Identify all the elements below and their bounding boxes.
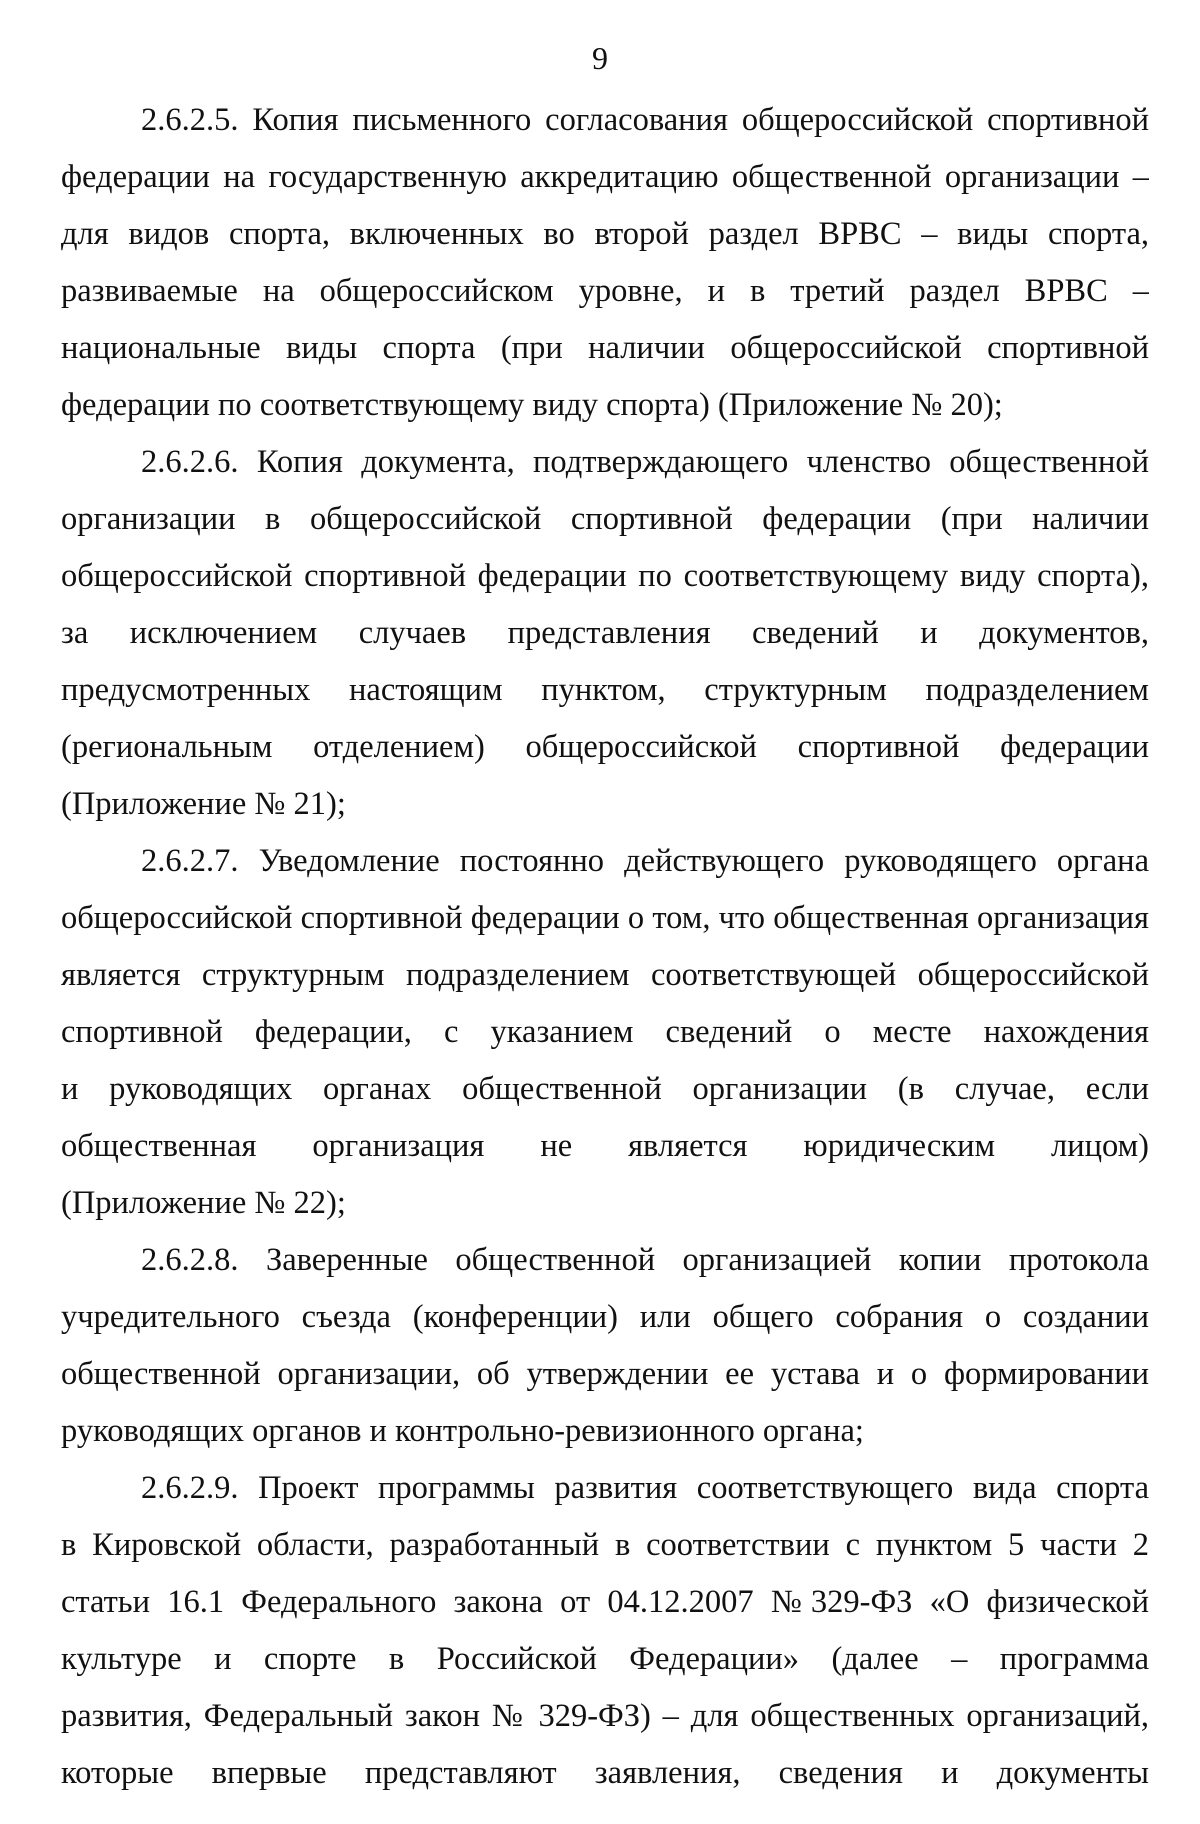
paragraph-2-6-2-6 — [61, 434, 1149, 833]
text-line: общественной организации, об утверждении ее устава и о формировании — [61, 1356, 1149, 1392]
text-line: 2.6.2.5. Копия письменного согласования общероссийской спортивной — [141, 102, 1149, 138]
text-line: организации в общероссийской спортивной федерации (при наличии — [61, 501, 1149, 537]
text-line: предусмотренных настоящим пунктом, структурным подразделением — [61, 672, 1149, 708]
text-line: развития, Федеральный закон № 329-ФЗ) – для общественных организаций, — [61, 1698, 1149, 1734]
text-line: статьи 16.1 Федерального закона от 04.12.2007 №329-ФЗ «О физической — [61, 1584, 1149, 1620]
text-line: 2.6.2.7. Уведомление постоянно действующего руководящего органа — [141, 843, 1149, 879]
paragraph-2-6-2-5 — [61, 92, 1149, 434]
text-line: спортивной федерации, с указанием сведений о месте нахождения — [61, 1014, 1149, 1050]
text-line: развиваемые на общероссийском уровне, и в третий раздел ВРВС – — [61, 273, 1149, 309]
text-line: национальные виды спорта (при наличии общероссийской спортивной — [61, 330, 1149, 366]
paragraph-2-6-2-9 — [61, 1460, 1149, 1802]
text-line: (Приложение № 21); — [61, 786, 346, 822]
text-line: и руководящих органах общественной организации (в случае, если — [61, 1071, 1149, 1107]
text-line: общественная организация не является юридическим лицом) — [61, 1128, 1149, 1164]
document-body — [61, 92, 1149, 1802]
text-line: (Приложение № 22); — [61, 1185, 346, 1221]
text-line: для видов спорта, включенных во второй раздел ВРВС – виды спорта, — [61, 216, 1149, 252]
page-number: 9 — [592, 40, 608, 76]
text-line: учредительного съезда (конференции) или общего собрания о создании — [61, 1299, 1149, 1335]
text-line: общероссийской спортивной федерации по соответствующему виду спорта), — [61, 558, 1149, 594]
text-line: федерации по соответствующему виду спорта) (Приложение № 20); — [61, 387, 1003, 423]
text-line: культуре и спорте в Российской Федерации» (далее – программа — [61, 1641, 1149, 1677]
text-line: в Кировской области, разработанный в соответствии с пунктом 5 части 2 — [61, 1527, 1149, 1563]
paragraph-2-6-2-8 — [61, 1232, 1149, 1460]
text-line: (региональным отделением) общероссийской спортивной федерации — [61, 729, 1149, 765]
text-line: руководящих органов и контрольно-ревизионного органа; — [61, 1413, 864, 1449]
text-line: за исключением случаев представления сведений и документов, — [61, 615, 1149, 651]
text-line: 2.6.2.9. Проект программы развития соответствующего вида спорта — [141, 1470, 1149, 1506]
text-line: является структурным подразделением соответствующей общероссийской — [61, 957, 1149, 993]
text-line: 2.6.2.6. Копия документа, подтверждающего членство общественной — [141, 444, 1149, 480]
text-line: которые впервые представляют заявления, сведения и документы — [61, 1755, 1149, 1791]
text-line: общероссийской спортивной федерации о том, что общественная организация — [61, 900, 1149, 936]
text-line: 2.6.2.8. Заверенные общественной организацией копии протокола — [141, 1242, 1149, 1278]
text-line: федерации на государственную аккредитацию общественной организации – — [61, 159, 1149, 195]
paragraph-2-6-2-7 — [61, 833, 1149, 1232]
